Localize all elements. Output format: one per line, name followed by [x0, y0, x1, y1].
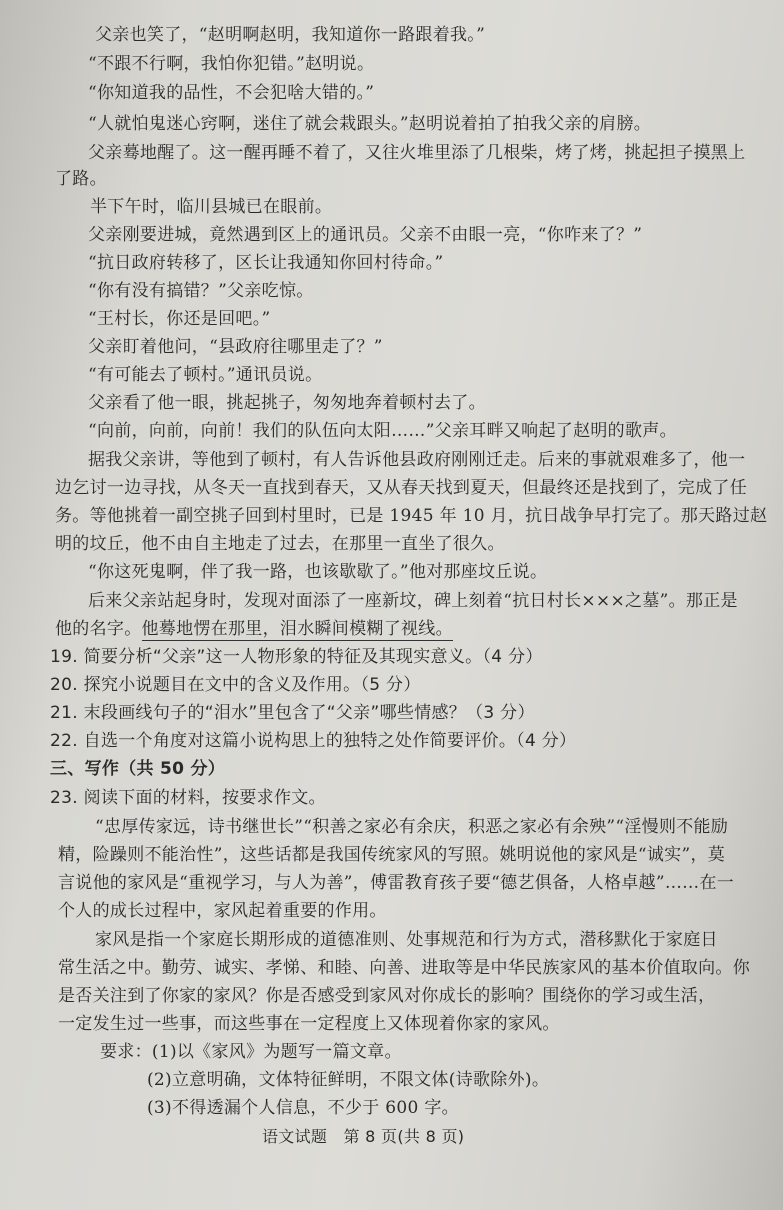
material-paragraph: 常生活之中。勤劳、诚实、孝悌、和睦、向善、进取等是中华民族家风的基本价值取向。你 [58, 958, 750, 978]
story-paragraph: “王村长，你还是回吧。” [88, 309, 271, 329]
story-paragraph: 父亲刚要进城，竟然遇到区上的通讯员。父亲不由眼一亮，“你咋来了？” [88, 225, 643, 245]
story-paragraph: 边乞讨一边寻找，从冬天一直找到春天，又从春天找到夏天，但最终还是找到了，完成了任 [55, 478, 747, 498]
question-20: 20. 探究小说题目在文中的含义及作用。（5 分） [50, 675, 421, 695]
material-paragraph: 一定发生过一些事，而这些事在一定程度上又体现着你家的家风。 [58, 1014, 560, 1034]
section-title-writing: 三、写作（共 50 分） [50, 759, 226, 779]
story-paragraph: 父亲蓦地醒了。这一醒再睡不着了，又往火堆里添了几根柴，烤了烤，挑起担子摸黑上 [88, 143, 746, 163]
story-paragraph: “你这死鬼啊，伴了我一路，也该歇歇了。”他对那座坟丘说。 [88, 562, 548, 582]
material-paragraph: 言说他的家风是“重视学习，与人为善”，傅雷教育孩子要“德艺俱备，人格卓越”……在一 [58, 873, 735, 893]
story-paragraph: 后来父亲站起身时，发现对面添了一座新坟，碑上刻着“抗日村长×××之墓”。那正是 [88, 591, 738, 611]
material-paragraph: 精，险躁则不能治性”，这些话都是我国传统家风的写照。姚明说他的家风是“诚实”，莫 [58, 845, 726, 865]
underlined-sentence: 他蓦地愣在那里，泪水瞬间模糊了视线。 [141, 619, 453, 639]
story-paragraph: 据我父亲讲，等他到了顿村，有人告诉他县政府刚刚迁走。后来的事就艰难多了，他一 [88, 450, 746, 470]
material-paragraph: 个人的成长过程中，家风起着重要的作用。 [58, 901, 387, 921]
story-paragraph: “有可能去了顿村。”通讯员说。 [88, 365, 323, 385]
story-paragraph: “抗日政府转移了，区长让我通知你回村待命。” [88, 253, 444, 273]
page-footer: 语文试题 第 8 页(共 8 页) [262, 1127, 465, 1146]
story-text: 他的名字。 [55, 619, 142, 639]
story-paragraph: “向前，向前，向前！我们的队伍向太阳……”父亲耳畔又响起了赵明的歌声。 [88, 421, 677, 441]
story-paragraph: “不跟不行啊，我怕你犯错。”赵明说。 [88, 54, 375, 74]
question-21: 21. 末段画线句子的“泪水”里包含了“父亲”哪些情感？（3 分） [50, 703, 535, 723]
story-paragraph: 半下午时，临川县城已在眼前。 [90, 197, 333, 217]
story-paragraph: “你有没有搞错？”父亲吃惊。 [88, 281, 314, 301]
material-paragraph: 是否关注到了你家的家风？你是否感受到家风对你成长的影响？围绕你的学习或生活， [58, 986, 716, 1006]
story-paragraph: 父亲也笑了，“赵明啊赵明，我知道你一路跟着我。” [95, 25, 486, 45]
question-23: 23. 阅读下面的材料，按要求作文。 [50, 788, 326, 808]
story-paragraph: 了路。 [55, 169, 107, 189]
material-paragraph: “忠厚传家远，诗书继世长”“积善之家必有余庆，积恶之家必有余殃”“淫慢则不能励 [95, 817, 729, 837]
requirement-2: (2)立意明确，文体特征鲜明，不限文体(诗歌除外)。 [147, 1070, 550, 1090]
story-paragraph [55, 618, 453, 640]
requirement-1: 要求：(1)以《家风》为题写一篇文章。 [100, 1042, 402, 1062]
requirement-3: (3)不得透漏个人信息，不少于 600 字。 [147, 1098, 459, 1118]
story-paragraph: 务。等他挑着一副空挑子回到村里时，已是 1945 年 10 月，抗日战争早打完了。那天路过赵 [55, 506, 768, 526]
story-paragraph: 父亲盯着他问，“县政府往哪里走了？” [88, 337, 383, 357]
story-paragraph: “人就怕鬼迷心窍啊，迷住了就会栽跟头。”赵明说着拍了拍我父亲的肩膀。 [88, 114, 652, 134]
question-19: 19. 简要分析“父亲”这一人物形象的特征及其现实意义。（4 分） [50, 647, 543, 667]
question-22: 22. 自选一个角度对这篇小说构思上的独特之处作简要评价。（4 分） [50, 731, 577, 751]
story-paragraph: “你知道我的品性，不会犯啥大错的。” [88, 83, 375, 103]
material-paragraph: 家风是指一个家庭长期形成的道德准则、处事规范和行为方式，潜移默化于家庭日 [95, 930, 718, 950]
story-paragraph: 父亲看了他一眼，挑起挑子，匆匆地奔着顿村去了。 [88, 393, 486, 413]
story-paragraph: 明的坟丘，他不由自主地走了过去，在那里一直坐了很久。 [55, 534, 505, 554]
